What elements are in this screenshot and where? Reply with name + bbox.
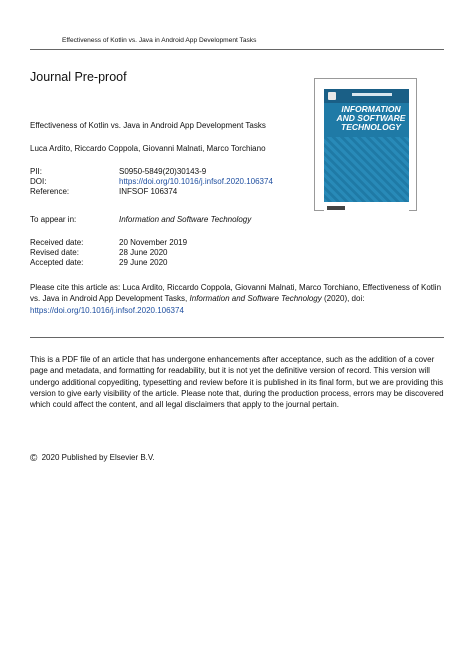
cover-top-band	[324, 89, 409, 103]
running-head: Effectiveness of Kotlin vs. Java in Android App Development Tasks	[62, 37, 257, 44]
reference-value: INFSOF 106374	[119, 187, 178, 196]
doi-label: DOI:	[30, 177, 47, 186]
copyright-text: 2020 Published by Elsevier B.V.	[41, 453, 155, 462]
revised-date-value: 28 June 2020	[119, 248, 168, 257]
citation-doi-link[interactable]: https://doi.org/10.1016/j.infsof.2020.106374	[30, 305, 184, 315]
citation-paragraph	[30, 282, 444, 316]
journal-pre-proof-label: Journal Pre-proof	[30, 70, 127, 84]
received-date-label: Received date:	[30, 238, 84, 247]
appear-in-label: To appear in:	[30, 215, 77, 224]
cover-background	[324, 89, 409, 202]
cover-title: INFORMATION AND SOFTWARE TECHNOLOGY	[336, 104, 406, 132]
authors: Luca Ardito, Riccardo Coppola, Giovanni Malnati, Marco Torchiano	[30, 144, 266, 153]
header-rule	[30, 49, 444, 50]
doi-link[interactable]: https://doi.org/10.1016/j.infsof.2020.106374	[119, 177, 273, 186]
copyright-line	[30, 453, 155, 463]
pii-value: S0950-5849(20)30143-9	[119, 167, 207, 176]
accepted-date-value: 29 June 2020	[119, 258, 168, 267]
citation-journal: Information and Software Technology	[189, 294, 322, 304]
revised-date-label: Revised date:	[30, 248, 79, 257]
accepted-date-label: Accepted date:	[30, 258, 84, 267]
disclaimer-paragraph: This is a PDF file of an article that has undergone enhancements after acceptance, such as the addition of a cover page and metadata, and formatting for readability, but it is not yet the definitive version of record. This version will undergo additional copyediting, typesetting and review before it is published in its final form, but we are providing this version to give early visibility of the article. Please note that, during the production process, errors may be discovered which could affect the content, and all legal disclaimers that apply to the journal pertain.	[30, 355, 444, 410]
reference-label: Reference:	[30, 187, 70, 196]
elsevier-logo-icon	[328, 92, 336, 100]
citation-prefix: Please cite this article as: Luca Ardito, Riccardo Coppola, Giovanni Malnati, Marco Torchiano, Effectiveness of Kotlin vs. Java in Android App Development Tasks,	[30, 283, 442, 304]
publisher-mark-icon	[327, 206, 345, 210]
received-date-value: 20 November 2019	[119, 238, 188, 247]
citation-year-doi: (2020), doi:	[323, 294, 365, 304]
pii-label: PII:	[30, 167, 43, 176]
cover-small-text	[352, 93, 392, 96]
appear-in-journal: Information and Software Technology	[119, 215, 252, 224]
journal-cover-image	[314, 78, 417, 211]
cover-pattern	[324, 137, 409, 202]
article-title: Effectiveness of Kotlin vs. Java in Android App Development Tasks	[30, 121, 266, 130]
section-rule	[30, 337, 444, 338]
copyright-icon: ©	[30, 453, 38, 464]
